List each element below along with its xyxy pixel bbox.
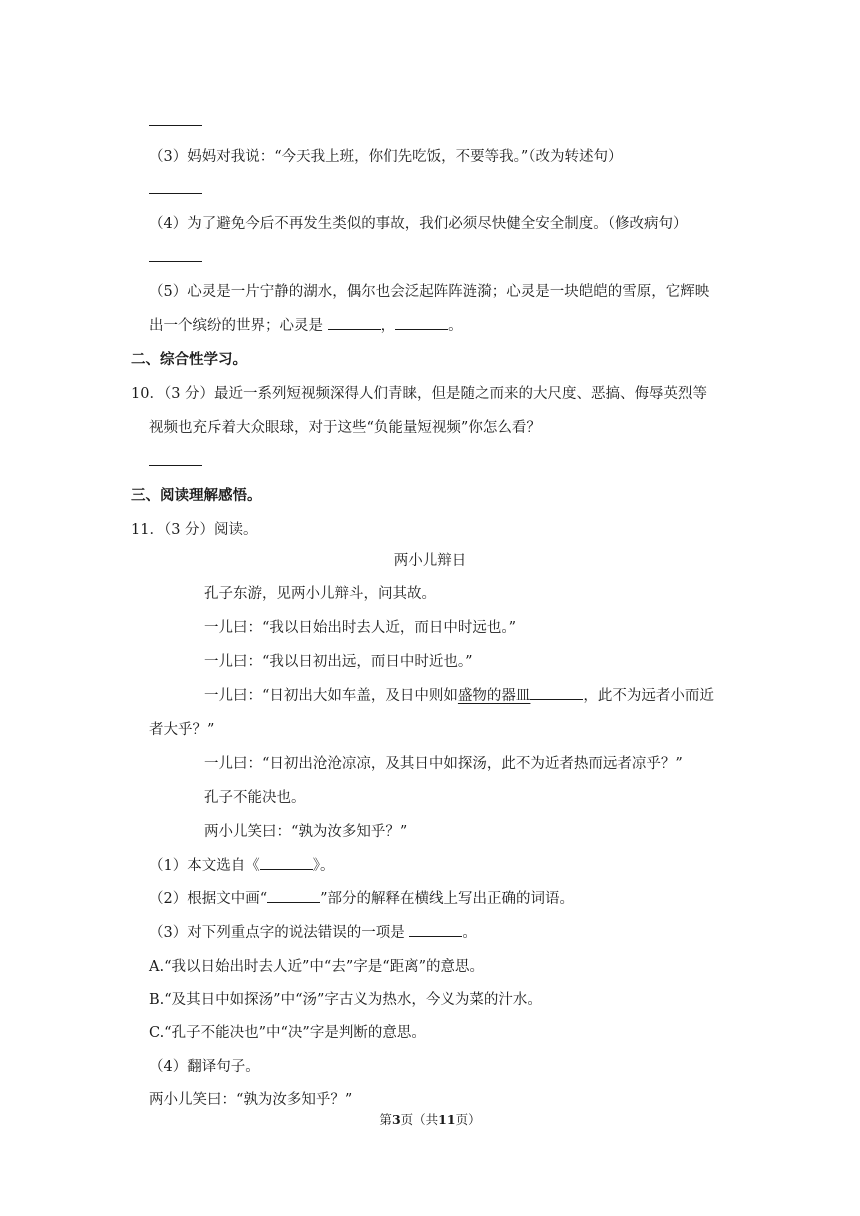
answer-blank [395, 317, 448, 330]
answer-blank [409, 924, 462, 937]
q9-item-4: （4）为了避免今后不再发生类似的事故，我们必须尽快健全安全制度。（修改病句） [149, 216, 688, 232]
page-footer: 第3页（共11页） [379, 1112, 481, 1127]
translate-sentence: 两小儿笑曰：“孰为汝多知乎？” [149, 1092, 353, 1108]
q10-line2: 视频也充斥着大众眼球，对于这些“负能量短视频”你怎么看？ [149, 420, 541, 436]
q11-sub-2: （2）根据文中画“ ”部分的解释在横线上写出正确的词语。 [149, 891, 575, 907]
q11-sub-1: （1）本文选自《 》。 [149, 858, 335, 874]
answer-blank [149, 452, 202, 472]
answer-blank [149, 180, 202, 200]
answer-blank [149, 112, 202, 132]
q11-sub-4: （4）翻译句子。 [149, 1059, 260, 1075]
section-3-heading: 三、阅读理解感悟。 [131, 487, 262, 504]
option-a: A.“我以日始出时去人近”中“去”字是“距离”的意思。 [149, 959, 485, 975]
q10-line1: 10．（3 分）最近一系列短视频深得人们青睐，但是随之而来的大尺度、恶搞、侮辱英烈等 [131, 386, 708, 402]
q9-item-3: （3）妈妈对我说：“今天我上班，你们先吃饭，不要等我。”（改为转述句） [149, 149, 623, 165]
answer-blank [267, 890, 320, 903]
page-number: 3 [391, 1112, 401, 1127]
option-c: C.“孔子不能决也”中“决”字是判断的意思。 [149, 1025, 426, 1041]
passage-paragraph: 两小儿笑曰：“孰为汝多知乎？” [204, 824, 408, 840]
passage-paragraph: 孔子不能决也。 [204, 790, 306, 806]
q11-sub-3: （3）对下列重点字的说法错误的一项是 。 [149, 925, 477, 941]
underlined-phrase: 盛物的器皿 [457, 688, 531, 704]
passage-paragraph: 孔子东游，见两小儿辩斗，问其故。 [204, 586, 436, 602]
passage-paragraph: 一儿曰：“日初出沧沧凉凉，及其日中如探汤，此不为近者热而远者凉乎？” [204, 756, 683, 772]
passage-paragraph-cont: 者大乎？” [149, 722, 215, 738]
answer-blank [328, 317, 381, 330]
answer-blank [530, 687, 583, 700]
passage-title: 两小儿辩日 [393, 553, 467, 569]
passage-paragraph: 一儿曰：“我以日初出远，而日中时近也。” [204, 654, 473, 670]
q9-item-5-line1: （5）心灵是一片宁静的湖水，偶尔也会泛起阵阵涟漪；心灵是一块皑皑的雪原，它辉映 [149, 284, 710, 300]
passage-paragraph: 一儿曰：“我以日始出时去人近，而日中时远也。” [204, 620, 517, 636]
q9-item-5-line2: 出一个缤纷的世界；心灵是 ， 。 [149, 318, 463, 334]
page-total: 11 [438, 1112, 456, 1127]
answer-blank [260, 857, 313, 870]
answer-blank [149, 248, 202, 268]
section-2-heading: 二、综合性学习。 [131, 351, 247, 368]
q11-intro: 11．（3 分）阅读。 [131, 522, 258, 538]
passage-paragraph: 一儿曰：“日初出大如车盖，及日中则如盛物的器皿 ，此不为远者小而近 [204, 688, 714, 704]
option-b: B.“及其日中如探汤”中“汤”字古义为热水，今义为菜的汁水。 [149, 992, 542, 1008]
